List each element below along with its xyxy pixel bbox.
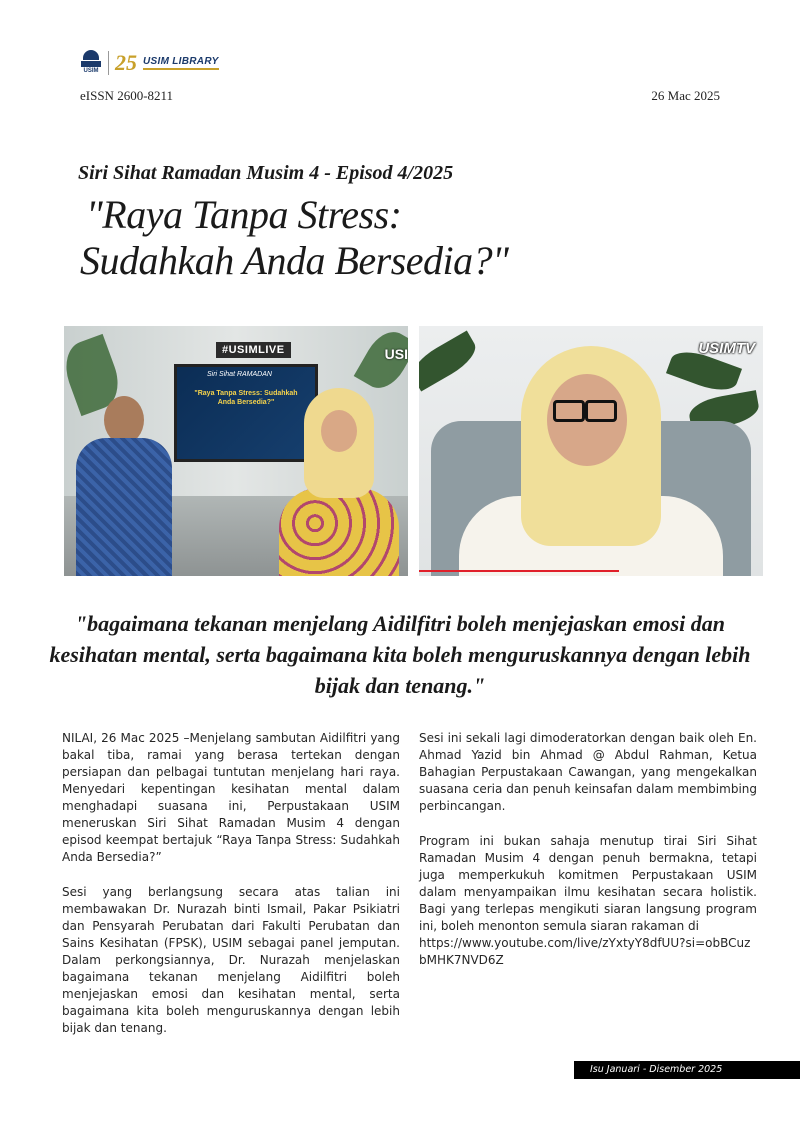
- screen-header: Siri Sihat RAMADAN: [207, 371, 272, 378]
- usimtv-logo: USIMTV: [698, 340, 755, 357]
- usimlive-badge: #USIMLIVE: [216, 342, 291, 358]
- paragraph: Sesi ini sekali lagi dimoderatorkan dengan baik oleh En. Ahmad Yazid bin Ahmad @ Abdul Rahman, Ketua Bahagian Perpustakaan Cawangan, yang mengekalkan suasana ceria dan penuh keinsafan dalam membimbing perbincangan.: [419, 731, 757, 813]
- paragraph: NILAI, 26 Mac 2025 –Menjelang sambutan Aidilfitri yang bakal tiba, ramai yang berasa tertekan dengan persiapan dan pelbagai tuntutan menjelang hari raya. Menyedari kepentingan kesihatan mental dalam menghadapi suasana ini, Perpustakaan USIM meneruskan Siri Sihat Ramadan Musim 4 dengan episod keempat bertajuk “Raya Tanpa Stress: Sudahkah Anda Bersedia?”: [62, 731, 400, 864]
- article-column-right: [419, 730, 757, 969]
- issn-label: eISSN 2600-8211: [80, 88, 174, 103]
- publication-date: 26 Mac 2025: [651, 88, 720, 103]
- screen-title: "Raya Tanpa Stress: Sudahkah Anda Bersedia?": [194, 390, 298, 406]
- logo-divider: [108, 51, 109, 75]
- panelist-figure: [279, 388, 399, 576]
- studio-photo: [64, 326, 408, 576]
- moderator-figure: [76, 396, 172, 576]
- usim-library-logo: USIM LIBRARY: [143, 56, 219, 70]
- paragraph: Program ini bukan sahaja menutup tirai Siri Sihat Ramadan Musim 4 dengan penuh bermakna, tetapi juga memperkukuh komitmen Perpustakaan USIM dalam menyampaikan ilmu kesihatan secara holistik. Bagi yang terlepas mengikuti siaran langsung program ini, boleh menonton semula siaran rakaman di: [419, 834, 757, 933]
- article-title-line-2: Sudahkah Anda Bersedia?": [80, 238, 509, 283]
- glasses-left-lens: [553, 400, 585, 422]
- issue-footer: Isu Januari - Disember 2025: [574, 1061, 800, 1079]
- pull-quote: "bagaimana tekanan menjelang Aidilfitri boleh menjejaskan emosi dan kesihatan mental, serta bagaimana kita boleh menguruskannya dengan lebih bijak dan tenang.": [49, 611, 751, 698]
- youtube-link[interactable]: https://www.youtube.com/live/zYxtyY8dfUU?si=obBCuzbMHK7NVD6Z: [419, 936, 751, 967]
- article-column-left: [62, 730, 400, 1055]
- usim-logo: USIM: [80, 50, 102, 76]
- video-progress-bar: [419, 570, 619, 572]
- anniversary-25-logo: 25: [115, 50, 137, 75]
- article-title-line-1: "Raya Tanpa Stress:: [86, 192, 402, 237]
- glasses-right-lens: [585, 400, 617, 422]
- series-subtitle: Siri Sihat Ramadan Musim 4 - Episod 4/2025: [78, 162, 454, 184]
- plant-leaf: [419, 331, 482, 392]
- usimtv-corner-logo: USI: [384, 346, 408, 362]
- header-logos: [80, 48, 219, 78]
- paragraph: Sesi yang berlangsung secara atas talian ini membawakan Dr. Nurazah binti Ismail, Pakar Psikiatri dan Pensyarah Perubatan dari Fakulti Perubatan dan Sains Kesihatan (FPSK), USIM sebagai panel jemputan. Dalam perkongsiannya, Dr. Nurazah menjelaskan bagaimana tekanan menjelang Aidilfitri boleh menjejaskan emosi dan kesihatan mental, serta bagaimana kita boleh menguruskannya dengan lebih bijak dan tenang.: [62, 885, 400, 1035]
- panelist-closeup-photo: [419, 326, 763, 576]
